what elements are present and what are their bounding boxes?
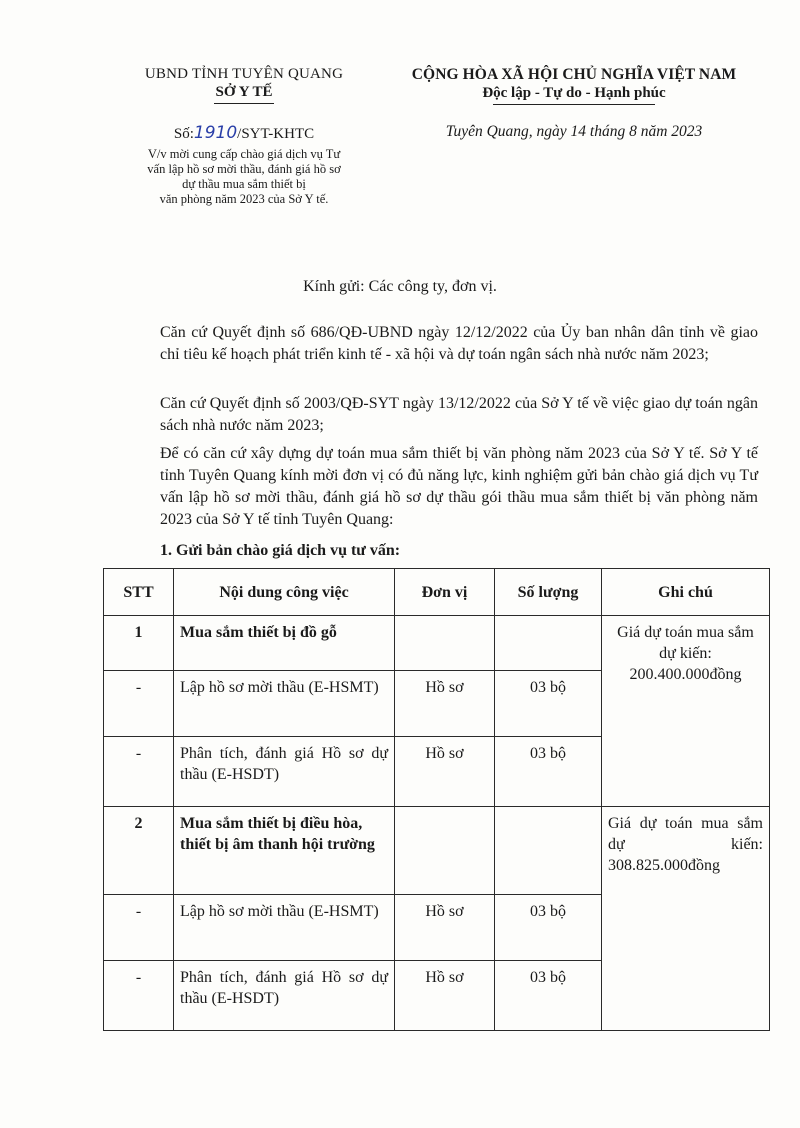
nation-title: CỘNG HÒA XÃ HỘI CHỦ NGHĨA VIỆT NAM — [411, 66, 737, 83]
cell-quantity — [495, 807, 602, 895]
department-underline — [214, 103, 274, 104]
paragraph-3-text: Để có căn cứ xây dựng dự toán mua sắm thiết bị văn phòng năm 2023 của Sở Y tế. Sở Y tế tỉnh Tuyên Quang kính mời đơn vị có đủ năng lực, kinh nghiệm gửi bản chào giá dịch vụ Tư vấn lập hồ sơ mời thầu, đánh giá hồ sơ dự thầu gói thầu mua sắm thiết bị văn phòng năm 2023 của Sở Y tế tỉnh Tuyên Quang: — [160, 445, 758, 528]
header-stt: STT — [104, 569, 174, 616]
cell-quantity: 03 bộ — [495, 671, 602, 737]
cell-quantity: 03 bộ — [495, 895, 602, 961]
header-unit: Đơn vị — [395, 569, 495, 616]
header-note: Ghi chú — [602, 569, 770, 616]
paragraph-3 — [113, 443, 758, 531]
cell-stt: 1 — [104, 616, 174, 671]
cell-stt: - — [104, 671, 174, 737]
cell-stt: - — [104, 737, 174, 807]
paragraph-2 — [113, 393, 758, 437]
cell-unit — [395, 807, 495, 895]
cell-note: Giá dự toán mua sắm dự kiến: 200.400.000đồng — [602, 616, 770, 807]
paragraph-2-text: Căn cứ Quyết định số 2003/QĐ-SYT ngày 13/12/2022 của Sở Y tế về việc giao dự toán ngân sách nhà nước năm 2023; — [160, 395, 758, 434]
cell-content: Mua sắm thiết bị đồ gỗ — [174, 616, 395, 671]
cell-note: Giá dự toán mua sắm dự kiến: 308.825.000đồng — [602, 807, 770, 1031]
table-row — [104, 616, 770, 671]
subject-line-1: V/v mời cung cấp chào giá dịch vụ Tư — [147, 147, 341, 161]
table-header-row — [104, 569, 770, 616]
salutation: Kính gửi: Các công ty, đơn vị. — [303, 278, 497, 295]
cell-quantity: 03 bộ — [495, 737, 602, 807]
header-content: Nội dung công việc — [174, 569, 395, 616]
paragraph-1 — [113, 322, 758, 366]
cell-content: Mua sắm thiết bị điều hòa, thiết bị âm thanh hội trường — [174, 807, 395, 895]
subject-line-4: văn phòng năm 2023 của Sở Y tế. — [159, 192, 329, 206]
document-number — [128, 123, 360, 143]
cell-stt: - — [104, 961, 174, 1031]
section-heading: 1. Gửi bản chào giá dịch vụ tư vấn: — [160, 542, 401, 559]
doc-number-label: Số: — [173, 126, 194, 142]
header-quantity: Số lượng — [495, 569, 602, 616]
doc-number-handwritten: 1910 — [193, 123, 238, 143]
motto-underline — [493, 104, 655, 105]
issuer-block — [128, 66, 360, 207]
cell-content: Phân tích, đánh giá Hồ sơ dự thầu (E-HSDT) — [174, 961, 395, 1031]
doc-number-suffix: /SYT-KHTC — [237, 126, 315, 142]
cell-quantity — [495, 616, 602, 671]
department-name: SỞ Y TẾ — [215, 84, 273, 100]
service-table — [103, 568, 770, 1031]
cell-content: Lập hồ sơ mời thầu (E-HSMT) — [174, 895, 395, 961]
agency-name: UBND TỈNH TUYÊN QUANG — [144, 66, 344, 82]
cell-quantity: 03 bộ — [495, 961, 602, 1031]
national-header — [378, 66, 770, 141]
paragraph-1-text: Căn cứ Quyết định số 686/QĐ-UBND ngày 12/12/2022 của Ủy ban nhân dân tỉnh về giao chỉ tiêu kế hoạch phát triển kinh tế - xã hội và dự toán ngân sách nhà nước năm 2023; — [160, 324, 758, 363]
subject-line — [128, 147, 360, 207]
place-date: Tuyên Quang, ngày 14 tháng 8 năm 2023 — [445, 123, 703, 140]
cell-unit: Hồ sơ — [395, 671, 495, 737]
cell-unit — [395, 616, 495, 671]
cell-unit: Hồ sơ — [395, 961, 495, 1031]
motto: Độc lập - Tự do - Hạnh phúc — [482, 85, 666, 101]
subject-line-3: dự thầu mua sắm thiết bị — [182, 177, 306, 191]
cell-unit: Hồ sơ — [395, 737, 495, 807]
cell-unit: Hồ sơ — [395, 895, 495, 961]
subject-line-2: vấn lập hồ sơ mời thầu, đánh giá hồ sơ — [147, 162, 341, 176]
table-row — [104, 807, 770, 895]
cell-stt: - — [104, 895, 174, 961]
cell-content: Phân tích, đánh giá Hồ sơ dự thầu (E-HSDT) — [174, 737, 395, 807]
cell-content: Lập hồ sơ mời thầu (E-HSMT) — [174, 671, 395, 737]
cell-stt: 2 — [104, 807, 174, 895]
